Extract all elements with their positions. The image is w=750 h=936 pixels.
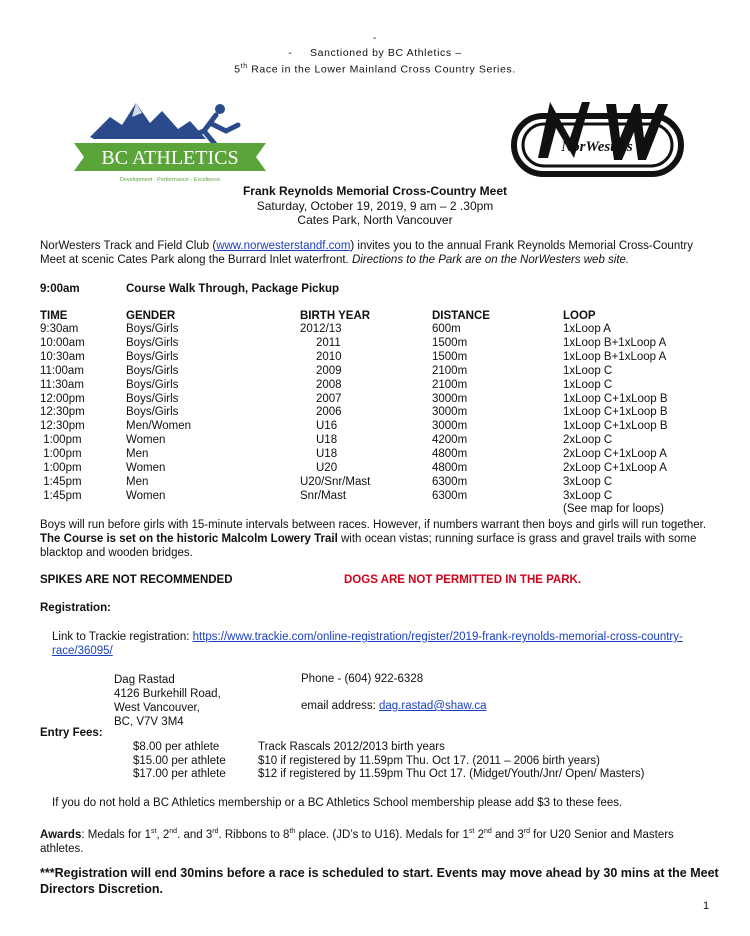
header-time: TIME — [40, 310, 68, 322]
schedule-cell-distance: 3000m — [432, 392, 468, 405]
schedule-cell-distance: 1500m — [432, 336, 468, 349]
schedule-cell-birth-year: U18 — [316, 448, 338, 461]
schedule-cell-loop: 3xLoop C — [563, 475, 613, 488]
schedule-cell-time: 9:30am — [40, 323, 79, 335]
course-text2: with ocean vistas; running surface is grass and gravel trails with some blacktop and wooden bridges. — [40, 533, 697, 559]
schedule-cell-distance: 4800m — [432, 448, 468, 461]
awards-text: for U20 Senior and Masters athletes. — [40, 828, 674, 855]
awards-text: . and 3 — [177, 828, 213, 841]
schedule-row — [40, 351, 723, 365]
awards-sup: nd — [483, 828, 492, 835]
schedule-cell-loop: 2xLoop C+1xLoop A — [563, 462, 667, 475]
intro-pre: NorWesters Track and Field Club ( — [40, 240, 217, 252]
schedule-cell-birth-year: 2012/13 — [300, 323, 342, 335]
norwesters-logo — [510, 98, 685, 182]
fee-description: $12 if registered by 11.59pm Thu Oct 17. (Midget/Youth/Jnr/ Open/ Masters) — [258, 768, 645, 780]
spikes-warning: SPIKES ARE NOT RECOMMENDED — [40, 574, 233, 586]
schedule-cell-time: 10:30am — [40, 350, 85, 363]
schedule-cell-birth-year: Snr/Mast — [300, 489, 347, 502]
logo-wordmark: NorWesters — [561, 139, 633, 155]
series-sup: th — [240, 63, 248, 70]
schedule-cell-loop: 1xLoop C — [563, 378, 613, 391]
schedule-row — [40, 323, 723, 337]
header-dash: - — [373, 33, 377, 44]
sanction-text: Sanctioned by BC Athletics – — [310, 47, 462, 59]
schedule-cell-time: 12:30pm — [40, 406, 85, 419]
schedule-cell-gender: Men — [126, 448, 149, 461]
contact-phone: Phone - (604) 922-6328 — [301, 673, 424, 685]
series-text: Race in the Lower Mainland Cross Country Series. — [247, 63, 516, 76]
address-name: Dag Rastad — [114, 674, 175, 686]
registration-heading: Registration: — [40, 602, 111, 614]
fee-row — [133, 768, 645, 782]
schedule-row — [40, 393, 723, 407]
schedule-cell-loop: 1xLoop A — [563, 323, 611, 335]
schedule-cell-distance: 6300m — [432, 489, 468, 502]
page-number: 1 — [703, 900, 710, 912]
schedule-cell-distance: 1500m — [432, 350, 468, 363]
walk-time: 9:00am — [40, 283, 80, 295]
address-city: West Vancouver, — [114, 702, 200, 714]
schedule-cell-time: 11:00am — [40, 364, 84, 377]
schedule-row — [40, 420, 723, 434]
fee-amount: $17.00 per athlete — [133, 768, 226, 780]
schedule-cell-gender: Boys/Girls — [126, 378, 179, 391]
contact-email-line — [301, 700, 487, 712]
schedule-cell-distance: 600m — [432, 323, 461, 335]
intro-directions: Directions to the Park are on the NorWesters web site. — [351, 254, 630, 266]
schedule-cell-birth-year: 2009 — [316, 364, 342, 377]
awards-label: Awards — [40, 828, 82, 841]
meet-title: Frank Reynolds Memorial Cross-Country Meet — [242, 184, 508, 198]
course-paragraph — [40, 518, 720, 560]
schedule-cell-birth-year: U16 — [316, 420, 338, 433]
schedule-cell-time: 11:30am — [40, 378, 84, 391]
awards-text: : Medals for 1 — [81, 828, 152, 841]
schedule-cell-distance: 4800m — [432, 462, 468, 475]
awards-sup: st — [151, 828, 157, 835]
awards-sup: rd — [523, 828, 530, 835]
closing-note: ***Registration will end 30mins before a race is scheduled to start. Events may move ahead by 30 mins at the Meet Directors Discretion. — [40, 866, 719, 896]
schedule-cell-loop: 1xLoop C — [563, 364, 613, 377]
schedule-cell-loop: 3xLoop C — [563, 489, 613, 502]
schedule-cell-time: 1:45pm — [40, 475, 82, 488]
course-text1: Boys will run before girls with 15-minute intervals between races. However, if numbers warrant then boys and girls will run together. — [40, 519, 707, 531]
schedule-cell-loop: 1xLoop C+1xLoop B — [563, 392, 668, 405]
schedule-row — [40, 337, 723, 351]
fee-row — [133, 741, 645, 755]
trackie-link[interactable]: https://www.trackie.com/online-registration/register/2019-frank-reynolds-memorial-cross-country-race/36095/ — [52, 631, 683, 657]
awards-sup: rd — [212, 828, 219, 835]
awards-sup: nd — [169, 828, 178, 835]
fee-amount: $8.00 per athlete — [133, 741, 220, 753]
email-label: email address: — [301, 700, 379, 712]
awards-text: place. (JD’s to U16). Medals for 1 — [295, 828, 469, 841]
awards-sup: st — [468, 828, 475, 835]
schedule-cell-gender: Boys/Girls — [126, 350, 179, 363]
header-gender: GENDER — [126, 310, 176, 322]
schedule-cell-birth-year: 2011 — [316, 336, 341, 349]
header-loop: LOOP — [563, 310, 596, 322]
schedule-cell-distance: 2100m — [432, 378, 468, 391]
schedule-row — [40, 365, 723, 379]
fee-description: $10 if registered by 11.59pm Thu. Oct 17. (2011 – 2006 birth years) — [258, 754, 601, 767]
schedule-cell-gender: Men — [126, 475, 149, 488]
schedule-cell-time: 12:30pm — [40, 420, 85, 433]
fees-table — [133, 741, 645, 782]
walk-label: Course Walk Through, Package Pickup — [126, 283, 340, 295]
schedule-cell-time: 1:00pm — [40, 434, 82, 447]
intro-mid: ) invites you to the annual Frank Reynolds Memorial Cross-Country Meet at scenic Cates Park along the Burrard Inlet waterfront. — [40, 240, 693, 266]
schedule-row — [40, 462, 723, 476]
header-birth-year: BIRTH YEAR — [300, 310, 371, 322]
runner-head — [215, 104, 225, 114]
schedule-cell-birth-year: U20 — [316, 462, 338, 475]
registration-link-line — [52, 630, 712, 658]
header-distance: DISTANCE — [432, 310, 490, 322]
schedule-header-row — [40, 309, 723, 323]
intro-paragraph — [40, 239, 720, 267]
schedule-cell-birth-year: 2007 — [316, 392, 342, 405]
schedule-row — [40, 448, 723, 462]
fee-description: Track Rascals 2012/2013 birth years — [258, 741, 445, 753]
schedule-cell-loop: 1xLoop C+1xLoop B — [563, 420, 668, 433]
course-trail: The Course is set on the historic Malcolm Lowery Trail — [40, 533, 338, 545]
schedule-cell-loop: 1xLoop B+1xLoop A — [563, 350, 667, 363]
schedule-row — [40, 379, 723, 393]
schedule-cell-time: 1:45pm — [40, 489, 82, 502]
logo-text: BC ATHLETICS — [101, 147, 239, 169]
schedule-cell-gender: Boys/Girls — [126, 392, 179, 405]
series-line — [0, 63, 750, 76]
schedule-cell-gender: Men/Women — [126, 420, 191, 433]
schedule-cell-gender: Boys/Girls — [126, 364, 179, 377]
schedule-cell-birth-year: 2008 — [316, 378, 342, 391]
schedule-cell-distance: 3000m — [432, 420, 468, 433]
schedule-cell-loop: 2xLoop C — [563, 434, 613, 447]
schedule-cell-distance: 3000m — [432, 406, 468, 419]
awards-paragraph — [40, 825, 720, 856]
address-street: 4126 Burkehill Road, — [114, 688, 221, 700]
schedule-cell-gender: Women — [126, 489, 166, 502]
sanction-line — [0, 47, 750, 59]
schedule-cell-gender: Women — [126, 462, 166, 475]
schedule-cell-gender: Women — [126, 434, 166, 447]
registration-link-label: Link to Trackie registration: — [52, 631, 193, 643]
schedule-cell-time: 1:00pm — [40, 448, 82, 461]
mountain-shape — [90, 103, 206, 139]
awards-text: , 2 — [156, 828, 170, 841]
meet-venue: Cates Park, North Vancouver — [297, 213, 453, 227]
schedule-row — [40, 490, 723, 504]
mailing-address — [114, 673, 221, 729]
schedule-row — [40, 476, 723, 490]
schedule-cell-loop: 2xLoop C+1xLoop A — [563, 448, 667, 461]
schedule-cell-gender: Boys/Girls — [126, 406, 179, 419]
awards-text: . Ribbons to 8 — [218, 828, 290, 841]
schedule-cell-loop: 1xLoop B+1xLoop A — [563, 336, 667, 349]
club-website-link[interactable]: www.norwesterstandf.com — [216, 240, 351, 252]
schedule-table — [40, 309, 723, 504]
membership-note: If you do not hold a BC Athletics membership or a BC Athletics School membership please add $3 to these fees. — [52, 797, 623, 809]
schedule-cell-gender: Boys/Girls — [126, 336, 179, 349]
schedule-cell-distance: 6300m — [432, 475, 468, 488]
schedule-cell-loop: 1xLoop C+1xLoop B — [563, 406, 668, 419]
email-link[interactable]: dag.rastad@shaw.ca — [378, 700, 487, 712]
bc-athletics-logo — [70, 95, 270, 187]
schedule-cell-distance: 4200m — [432, 434, 468, 447]
logo-tagline: Development · Performance · Excellence — [119, 177, 221, 183]
awards-sup: th — [289, 828, 296, 835]
schedule-row — [40, 434, 723, 448]
series-number: 5 — [234, 63, 241, 76]
meet-date: Saturday, October 19, 2019, 9 am – 2 .30pm — [256, 198, 494, 213]
address-postal: BC, V7V 3M4 — [114, 716, 184, 728]
schedule-cell-birth-year: U20/Snr/Mast — [300, 475, 371, 488]
schedule-cell-birth-year: 2010 — [316, 350, 342, 363]
sanction-dash: - — [288, 47, 293, 59]
schedule-row — [40, 406, 723, 420]
meet-heading — [0, 184, 750, 228]
fee-amount: $15.00 per athlete — [133, 754, 226, 767]
schedule-cell-time: 10:00am — [40, 336, 85, 349]
schedule-cell-time: 1:00pm — [40, 462, 82, 475]
awards-text: 2 — [474, 828, 484, 841]
fee-row — [133, 755, 645, 769]
schedule-cell-time: 12:00pm — [40, 392, 85, 405]
schedule-cell-gender: Boys/Girls — [126, 323, 179, 335]
map-note: (See map for loops) — [563, 503, 664, 515]
entry-fees-heading: Entry Fees: — [40, 727, 103, 739]
schedule-cell-birth-year: 2006 — [316, 406, 342, 419]
dogs-warning: DOGS ARE NOT PERMITTED IN THE PARK. — [344, 574, 582, 586]
schedule-cell-birth-year: U18 — [316, 434, 338, 447]
schedule-cell-distance: 2100m — [432, 364, 468, 377]
awards-text: and 3 — [491, 828, 524, 841]
